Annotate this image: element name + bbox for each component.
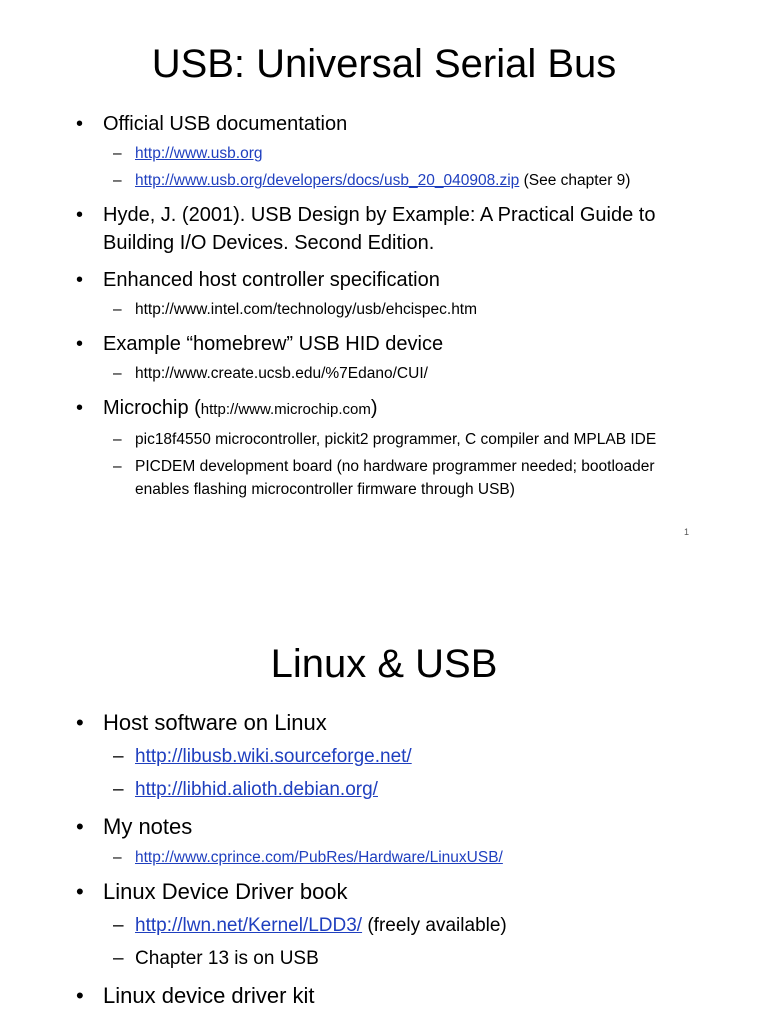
sub-list [113, 911, 696, 974]
usb-spec-zip-link[interactable]: http://www.usb.org/developers/docs/usb_20_040908.zip [135, 172, 520, 189]
bullet-item [76, 330, 696, 385]
bullet-icon: • [76, 879, 84, 904]
sub-list [113, 142, 696, 192]
usb-org-link[interactable]: http://www.usb.org [135, 145, 263, 162]
bullet-text: Linux device driver kit [103, 983, 315, 1008]
sub-item-text: pic18f4550 microcontroller, pickit2 programmer, C compiler and MPLAB IDE [135, 431, 657, 448]
sub-item [113, 142, 696, 165]
bullet-list [76, 708, 696, 1018]
sub-list [113, 742, 696, 805]
sub-list [113, 846, 696, 870]
sub-list [113, 298, 696, 321]
slide-title: USB: Universal Serial Bus [151, 42, 617, 86]
bullet-icon: • [76, 333, 84, 355]
bullet-text [103, 397, 378, 419]
dash-icon: – [113, 915, 124, 936]
bullet-list [76, 110, 696, 510]
sub-item [113, 742, 696, 772]
sub-item-note: (freely available) [362, 915, 507, 936]
bullet-text-url: http://www.microchip.com [200, 401, 371, 418]
bullet-item [76, 266, 696, 321]
bullet-text: Linux Device Driver book [103, 879, 348, 904]
dash-icon: – [113, 172, 122, 189]
bullet-icon: • [76, 269, 84, 291]
libusb-link[interactable]: http://libusb.wiki.sourceforge.net/ [135, 746, 412, 767]
dash-icon: – [113, 948, 124, 969]
bullet-icon: • [76, 113, 84, 135]
page-number: 1 [684, 527, 690, 537]
bullet-text-start: Microchip ( [103, 397, 201, 419]
sub-item [113, 846, 696, 870]
sub-item-note: (See chapter 9) [519, 172, 631, 189]
bullet-icon: • [76, 710, 84, 735]
sub-item [113, 169, 696, 192]
slide-title: Linux & USB [270, 642, 498, 686]
bullet-icon: • [76, 397, 84, 419]
sub-list [113, 362, 696, 385]
dash-icon: – [113, 849, 122, 866]
sub-list [113, 428, 696, 501]
bullet-icon: • [76, 204, 84, 226]
bullet-text-end: ) [370, 397, 378, 419]
sub-item-text: Chapter 13 is on USB [135, 948, 319, 969]
sub-item [113, 455, 696, 501]
cprince-notes-link[interactable]: http://www.cprince.com/PubRes/Hardware/LinuxUSB/ [135, 849, 503, 866]
bullet-text: Hyde, J. (2001). USB Design by Example: A Practical Guide to Building I/O Devices. Second Edition. [103, 204, 656, 254]
bullet-text: Example “homebrew” USB HID device [103, 333, 444, 355]
bullet-text: Host software on Linux [103, 710, 327, 735]
sub-item [113, 911, 696, 941]
dash-icon: – [113, 365, 122, 382]
dash-icon: – [113, 458, 122, 475]
sub-item [113, 775, 696, 805]
sub-item [113, 944, 696, 974]
bullet-item [76, 201, 696, 257]
bullet-icon: • [76, 983, 84, 1008]
bullet-item [76, 110, 696, 192]
bullet-text: Enhanced host controller specification [103, 269, 440, 291]
bullet-item [76, 812, 696, 870]
sub-item [113, 362, 696, 385]
sub-item-text: PICDEM development board (no hardware programmer needed; bootloader enables flashing microcontroller firmware through USB) [135, 458, 655, 498]
bullet-item [76, 877, 696, 974]
bullet-item [76, 708, 696, 805]
bullet-text: Official USB documentation [103, 113, 348, 135]
slide-linux-usb [0, 600, 768, 1024]
sub-item-text: http://www.intel.com/technology/usb/ehcispec.htm [135, 301, 478, 318]
bullet-icon: • [76, 814, 84, 839]
bullet-text: My notes [103, 814, 193, 839]
sub-item [113, 298, 696, 321]
sub-item [113, 428, 696, 451]
dash-icon: – [113, 779, 124, 800]
bullet-item [76, 394, 696, 501]
dash-icon: – [113, 431, 122, 448]
sub-item-text: http://www.create.ucsb.edu/%7Edano/CUI/ [135, 365, 428, 382]
libhid-link[interactable]: http://libhid.alioth.debian.org/ [135, 779, 378, 800]
dash-icon: – [113, 301, 122, 318]
dash-icon: – [113, 746, 124, 767]
bullet-item [76, 981, 696, 1011]
ldd3-link[interactable]: http://lwn.net/Kernel/LDD3/ [135, 915, 363, 936]
dash-icon: – [113, 145, 122, 162]
